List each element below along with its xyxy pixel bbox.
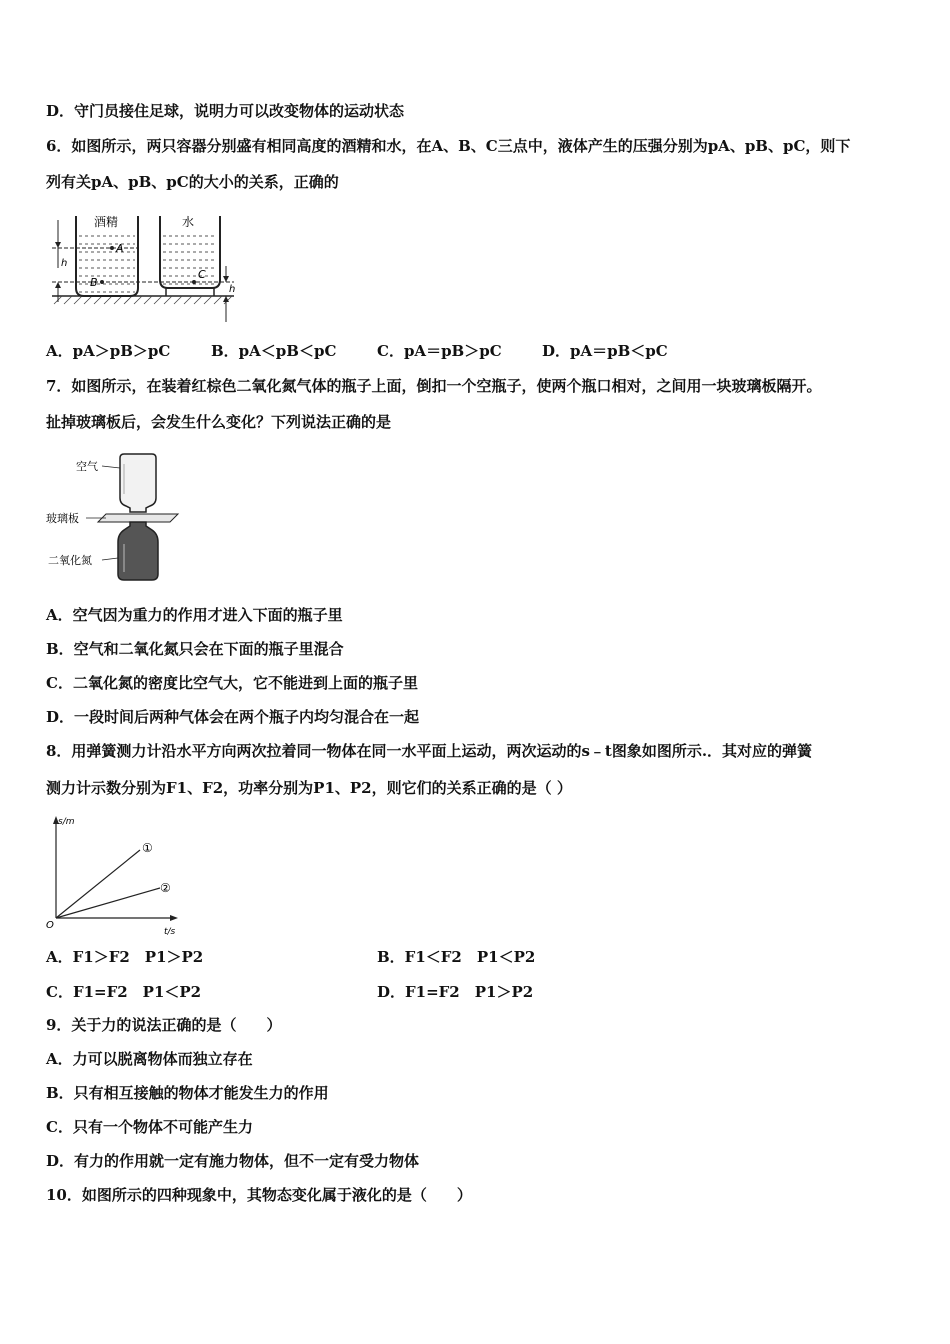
graph-line-2 — [56, 888, 160, 918]
q8-option-a: A．F1＞F2 P1＞P2 — [46, 948, 204, 966]
q6-option-c: C．pA＝pB＞pC — [377, 342, 502, 360]
q7-option-c: C．二氧化氮的密度比空气大，它不能进到上面的瓶子里 — [46, 674, 418, 692]
q8-option-b: B．F1＜F2 P1＜P2 — [377, 948, 536, 966]
alcohol-label: 酒精 — [94, 215, 119, 229]
q7-option-a: A．空气因为重力的作用才进入下面的瓶子里 — [46, 606, 343, 624]
x-axis-label: t/s — [164, 927, 176, 936]
line1-label: ① — [142, 841, 153, 855]
q6-option-b: B．pA＜pB＜pC — [211, 342, 337, 360]
q8-option-d: D．F1=F2 P1＞P2 — [377, 983, 534, 1001]
air-label: 空气 — [76, 460, 98, 473]
q8-stem-line2: 测力计示数分别为F1、F2，功率分别为P1、P2，则它们的关系正确的是（ ） — [46, 779, 572, 797]
point-c-label: C — [198, 268, 206, 281]
glass-plate-label: 玻璃板 — [46, 512, 79, 525]
q7-option-b: B．空气和二氧化氮只会在下面的瓶子里混合 — [46, 640, 344, 658]
q7-stem-line1: 7．如图所示，在装着红棕色二氧化氮气体的瓶子上面，倒扣一个空瓶子，使两个瓶口相对，之间用一块玻璃板隔开。 — [46, 377, 822, 395]
q8-stem-line1: 8．用弹簧测力计沿水平方向两次拉着同一物体在同一水平面上运动，两次运动的s﹣t图象如图所示.．其对应的弹簧 — [46, 742, 813, 760]
point-a-label: A — [116, 242, 124, 255]
graph-line-1 — [56, 850, 140, 918]
point-b-label: B — [90, 276, 98, 289]
q6-option-a: A．pA＞pB＞pC — [46, 342, 171, 360]
q7-stem-line2: 扯掉玻璃板后，会发生什么变化？下列说法正确的是 — [46, 413, 392, 431]
q5-option-d: D．守门员接住足球，说明力可以改变物体的运动状态 — [46, 102, 405, 120]
q9-option-a: A．力可以脱离物体而独立存在 — [46, 1050, 253, 1068]
q7-option-d: D．一段时间后两种气体会在两个瓶子内均匀混合在一起 — [46, 708, 420, 726]
figure-containers — [46, 208, 236, 326]
q6-stem-line2: 列有关pA、pB、pC的大小的关系，正确的 — [46, 173, 339, 191]
q9-option-c: C．只有一个物体不可能产生力 — [46, 1118, 253, 1136]
no2-label: 二氧化氮 — [48, 554, 92, 567]
y-axis-label: s/m — [58, 817, 75, 827]
q9-option-b: B．只有相互接触的物体才能发生力的作用 — [46, 1084, 329, 1102]
q6-stem-line1: 6．如图所示，两只容器分别盛有相同高度的酒精和水，在A、B、C三点中，液体产生的压强分别为pA、pB、pC，则下 — [46, 137, 851, 155]
figure-st-graph — [44, 812, 184, 936]
q9-option-d: D．有力的作用就一定有施力物体，但不一定有受力物体 — [46, 1152, 420, 1170]
q8-option-c: C．F1=F2 P1＜P2 — [46, 983, 202, 1001]
origin-label: O — [46, 920, 54, 931]
h-right-label: h — [229, 284, 236, 295]
water-label: 水 — [182, 215, 195, 229]
q10-stem: 10．如图所示的四种现象中，其物态变化属于液化的是（ ） — [46, 1186, 472, 1204]
h-left-label: h — [61, 258, 68, 269]
figure-bottles — [46, 448, 196, 586]
line2-label: ② — [160, 881, 171, 895]
q9-stem: 9．关于力的说法正确的是（ ） — [46, 1016, 282, 1034]
q6-option-d: D．pA＝pB＜pC — [542, 342, 668, 360]
